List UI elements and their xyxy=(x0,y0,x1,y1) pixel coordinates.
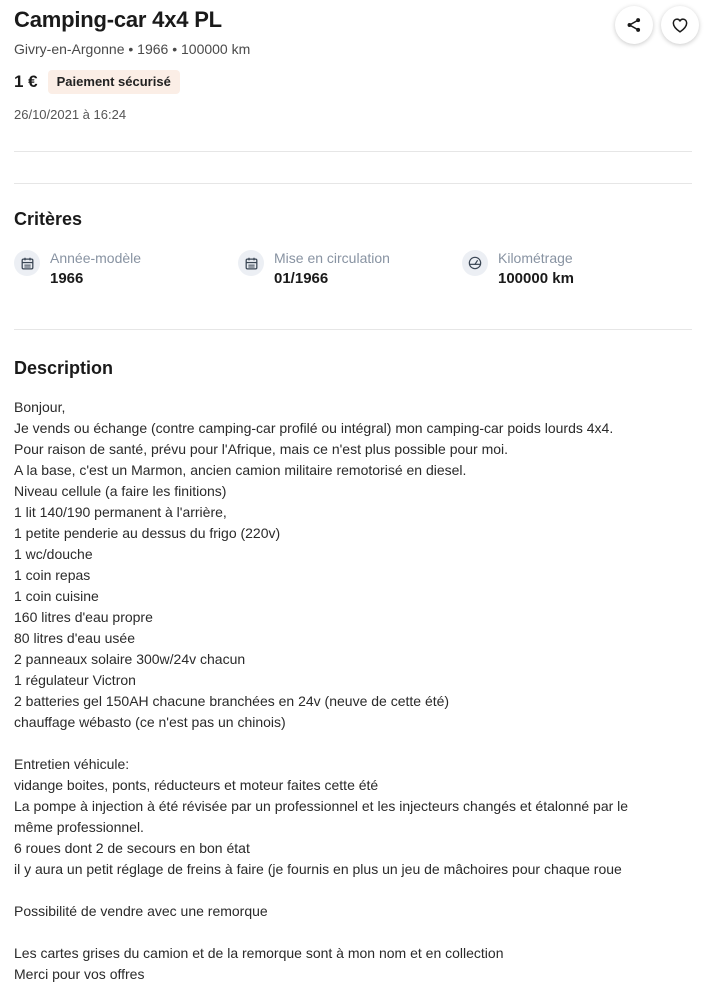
description-line: chauffage wébasto (ce n'est pas un chinois) xyxy=(14,714,286,730)
criteria-value: 100000 km xyxy=(498,270,574,287)
description-text xyxy=(14,397,692,985)
description-line xyxy=(14,922,692,943)
description-line: 1 petite penderie au dessus du frigo (220v) xyxy=(14,525,281,541)
description-line: 1 lit 140/190 permanent à l'arrière, xyxy=(14,504,227,520)
description-line: A la base, c'est un Marmon, ancien camion militaire remotorisé en diesel. xyxy=(14,462,467,478)
criteria-section xyxy=(14,208,692,288)
calendar-icon xyxy=(14,250,40,276)
criteria-value: 1966 xyxy=(50,270,84,287)
description-line: Pour raison de santé, prévu pour l'Afrique, mais ce n'est plus possible pour moi. xyxy=(14,441,509,457)
description-line: 2 batteries gel 150AH chacune branchées en 24v (neuve de cette été) xyxy=(14,693,450,709)
description-line: La pompe à injection à été révisée par un professionnel et les injecteurs changés et étalonné par le xyxy=(14,798,629,814)
description-line: Niveau cellule (a faire les finitions) xyxy=(14,483,227,499)
description-line: Les cartes grises du camion et de la remorque sont à mon nom et en collection xyxy=(14,945,504,961)
criteria-label: Kilométrage xyxy=(498,250,573,266)
description-line: 1 wc/douche xyxy=(14,546,93,562)
description-line: 1 coin repas xyxy=(14,567,91,583)
price-row xyxy=(14,70,692,94)
description-line: 1 coin cuisine xyxy=(14,588,99,604)
description-line: 6 roues dont 2 de secours en bon état xyxy=(14,840,250,856)
description-line: 160 litres d'eau propre xyxy=(14,609,153,625)
description-line: 2 panneaux solaire 300w/24v chacun xyxy=(14,651,246,667)
share-icon xyxy=(625,16,643,34)
odometer-icon xyxy=(462,250,488,276)
description-line: Je vends ou échange (contre camping-car profilé ou intégral) mon camping-car poids lourds 4x4. xyxy=(14,420,614,436)
criteria-label: Mise en circulation xyxy=(274,250,390,266)
calendar-icon xyxy=(238,250,264,276)
ad-subtitle: Givry-en-Argonne • 1966 • 100000 km xyxy=(14,41,251,57)
ad-title: Camping-car 4x4 PL xyxy=(14,7,222,32)
divider xyxy=(14,183,692,184)
header-actions xyxy=(615,6,699,44)
description-heading: Description xyxy=(14,358,114,378)
criteria-item-annee-modele xyxy=(14,250,238,288)
favorite-button[interactable] xyxy=(661,6,699,44)
criteria-item-mise-en-circulation xyxy=(238,250,462,288)
ad-price: 1 € xyxy=(14,72,38,91)
criteria-item-kilometrage xyxy=(462,250,686,288)
divider xyxy=(14,151,692,152)
criteria-label: Année-modèle xyxy=(50,250,142,266)
criteria-row xyxy=(14,250,692,288)
ad-date: 26/10/2021 à 16:24 xyxy=(14,107,127,122)
criteria-value: 01/1966 xyxy=(274,270,329,287)
description-line: Entretien véhicule: xyxy=(14,756,130,772)
description-line: Bonjour, xyxy=(14,399,66,415)
share-button[interactable] xyxy=(615,6,653,44)
description-line: vidange boites, ponts, réducteurs et moteur faites cette été xyxy=(14,777,379,793)
description-line: 1 régulateur Victron xyxy=(14,672,136,688)
description-line: Possibilité de vendre avec une remorque xyxy=(14,903,268,919)
ad-header xyxy=(14,0,692,122)
heart-icon xyxy=(670,15,690,35)
secure-payment-badge: Paiement sécurisé xyxy=(48,70,180,94)
description-line xyxy=(14,733,692,754)
description-line: 80 litres d'eau usée xyxy=(14,630,135,646)
criteria-heading: Critères xyxy=(14,209,83,229)
description-line: même professionnel. xyxy=(14,819,144,835)
divider xyxy=(14,329,692,330)
description-section xyxy=(14,357,692,985)
description-line: Merci pour vos offres xyxy=(14,966,145,982)
description-line xyxy=(14,880,692,901)
description-line: il y aura un petit réglage de freins à faire (je fournis en plus un jeu de mâchoires pour chaque roue xyxy=(14,861,622,877)
